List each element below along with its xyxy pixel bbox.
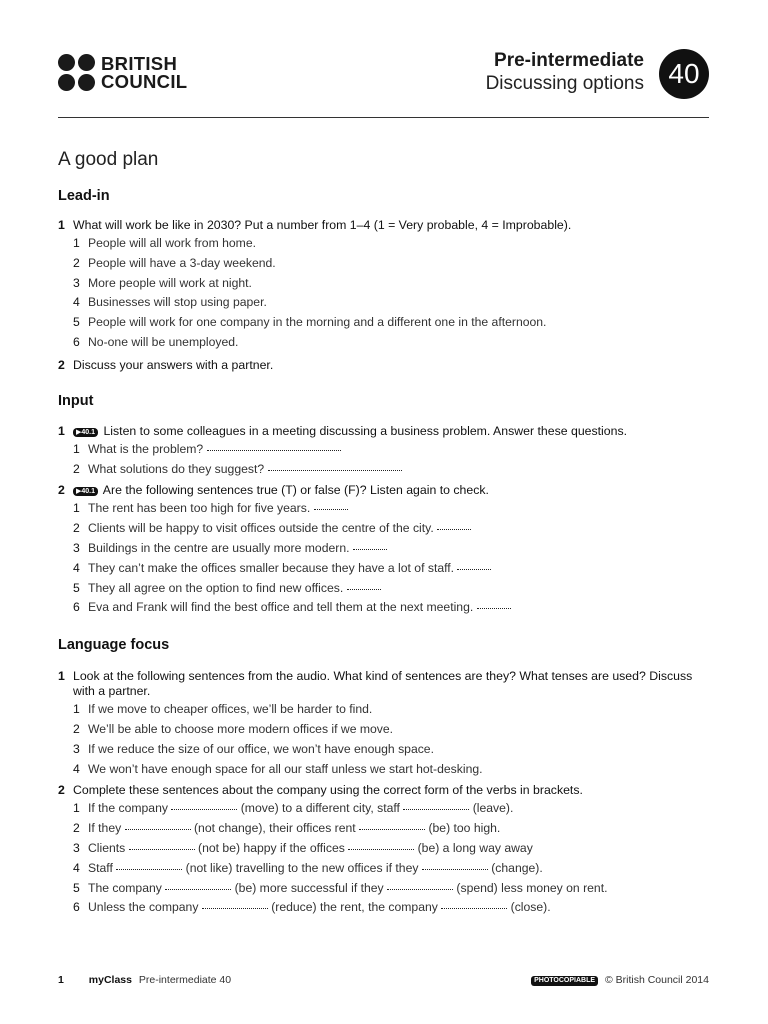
answer-blank[interactable] xyxy=(457,559,491,570)
input-task-2-items xyxy=(58,499,709,618)
answer-blank[interactable] xyxy=(125,819,191,830)
list-item: 3 More people will work at night. xyxy=(73,275,252,290)
answer-blank[interactable] xyxy=(314,499,348,510)
answer-blank[interactable] xyxy=(348,839,414,850)
answer-blank[interactable] xyxy=(477,598,511,609)
answer-blank[interactable] xyxy=(403,799,469,810)
input-task-1-items xyxy=(58,440,709,480)
footer-copyright: © British Council 2014 xyxy=(604,974,709,986)
level-heading xyxy=(486,50,644,96)
logo-dots-icon xyxy=(58,54,95,91)
language-task-2 xyxy=(58,783,709,798)
answer-blank[interactable] xyxy=(422,859,488,870)
list-item: 6 Eva and Frank will find the best office and tell them at the next meeting. xyxy=(58,598,709,618)
list-item: 6 No-one will be unemployed. xyxy=(73,334,239,349)
task-instruction: Are the following sentences true (T) or false (F)? Listen again to check. xyxy=(102,483,489,498)
footer-brand: myClass xyxy=(88,974,132,986)
list-item: 2 If they (not change), their offices rent (be) too high. xyxy=(73,821,501,836)
task-instruction: Complete these sentences about the company using the correct form of the verbs in brackets. xyxy=(73,783,583,798)
answer-blank[interactable] xyxy=(171,799,237,810)
list-item: 5 They all agree on the option to find new offices. xyxy=(58,579,709,599)
footer-course: Pre-intermediate 40 xyxy=(138,974,232,986)
list-item: 5 People will work for one company in the morning and a different one in the afternoon. xyxy=(73,315,547,330)
section-heading-language-focus: Language focus xyxy=(58,637,170,654)
worksheet-content xyxy=(58,146,709,918)
list-item: 1 The rent has been too high for five years. xyxy=(58,499,709,519)
input-task-1 xyxy=(58,424,709,439)
task-number: 2 xyxy=(58,357,65,372)
answer-blank[interactable] xyxy=(387,879,453,890)
list-item: 3 If we reduce the size of our office, we won’t have enough space. xyxy=(73,741,434,756)
unit-number-badge: 40 xyxy=(659,49,709,99)
answer-blank[interactable] xyxy=(353,539,387,550)
leadin-task-2 xyxy=(58,358,709,373)
task-instruction: Listen to some colleagues in a meeting discussing a business problem. Answer these questions. xyxy=(103,423,628,438)
list-item: 2 Clients will be happy to visit offices outside the centre of the city. xyxy=(58,519,709,539)
section-heading-input: Input xyxy=(58,392,94,409)
list-item: 4 Staff (not like) travelling to the new offices if they (change). xyxy=(73,860,543,875)
list-item: 2 People will have a 3-day weekend. xyxy=(73,255,276,270)
task-number: 2 xyxy=(58,783,65,798)
level-title: Pre-intermediate xyxy=(494,50,644,71)
list-item: 2 What solutions do they suggest? xyxy=(58,460,709,480)
answer-blank[interactable] xyxy=(347,579,381,590)
answer-blank[interactable] xyxy=(129,839,195,850)
task-number: 1 xyxy=(58,669,65,684)
list-item: 1 What is the problem? xyxy=(58,440,709,460)
task-number: 1 xyxy=(58,218,65,232)
page-number: 1 xyxy=(58,974,64,986)
logo-line-1: BRITISH xyxy=(101,52,178,74)
list-item: 3 Clients (not be) happy if the offices (be) a long way away xyxy=(73,840,533,855)
leadin-task-1-items xyxy=(58,234,709,353)
section-heading-leadin: Lead-in xyxy=(58,188,110,204)
list-item: 6 Unless the company (reduce) the rent, the company (close). xyxy=(73,900,551,915)
answer-blank[interactable] xyxy=(116,859,182,870)
leadin-task-1 xyxy=(58,218,709,233)
list-item: 2 We’ll be able to choose more modern offices if we move. xyxy=(73,721,394,736)
task-instruction: Look at the following sentences from the audio. What kind of sentences are they? What tenses are used? Discuss with a partner. xyxy=(73,669,693,699)
task-instruction: Discuss your answers with a partner. xyxy=(73,357,274,372)
answer-blank[interactable] xyxy=(441,898,507,909)
british-council-logo xyxy=(58,54,187,91)
list-item: 5 The company (be) more successful if they (spend) less money on rent. xyxy=(73,880,608,895)
task-number: 1 xyxy=(58,423,65,438)
page-title: A good plan xyxy=(58,149,159,170)
photocopiable-badge: PHOTOCOPIABLE xyxy=(531,976,598,986)
input-task-2 xyxy=(58,483,709,498)
list-item: 1 If we move to cheaper offices, we’ll be harder to find. xyxy=(73,702,373,717)
audio-track-icon[interactable]: ▶40.1 xyxy=(73,428,98,437)
list-item: 1 People will all work from home. xyxy=(73,236,256,250)
task-number: 2 xyxy=(58,483,65,498)
logo-wordmark xyxy=(101,52,188,92)
answer-blank[interactable] xyxy=(207,440,341,451)
topic-title: Discussing options xyxy=(485,73,644,94)
task-instruction: What will work be like in 2030? Put a number from 1–4 (1 = Very probable, 4 = Improbable). xyxy=(73,218,572,232)
answer-blank[interactable] xyxy=(359,819,425,830)
language-task-1 xyxy=(58,669,709,699)
list-item: 4 Businesses will stop using paper. xyxy=(73,295,267,310)
audio-track-icon[interactable]: ▶40.1 xyxy=(73,487,98,496)
list-item: 4 We won’t have enough space for all our staff unless we start hot-desking. xyxy=(73,761,483,776)
language-task-2-items xyxy=(58,799,709,918)
logo-line-2: COUNCIL xyxy=(101,70,188,92)
list-item: 4 They can’t make the offices smaller because they have a lot of staff. xyxy=(58,559,709,579)
answer-blank[interactable] xyxy=(165,879,231,890)
list-item: 3 Buildings in the centre are usually more modern. xyxy=(58,539,709,559)
answer-blank[interactable] xyxy=(202,898,268,909)
answer-blank[interactable] xyxy=(437,519,471,530)
language-task-1-items xyxy=(58,700,709,779)
list-item: 1 If the company (move) to a different city, staff (leave). xyxy=(73,801,514,816)
header-divider xyxy=(58,117,709,118)
answer-blank[interactable] xyxy=(268,460,402,471)
